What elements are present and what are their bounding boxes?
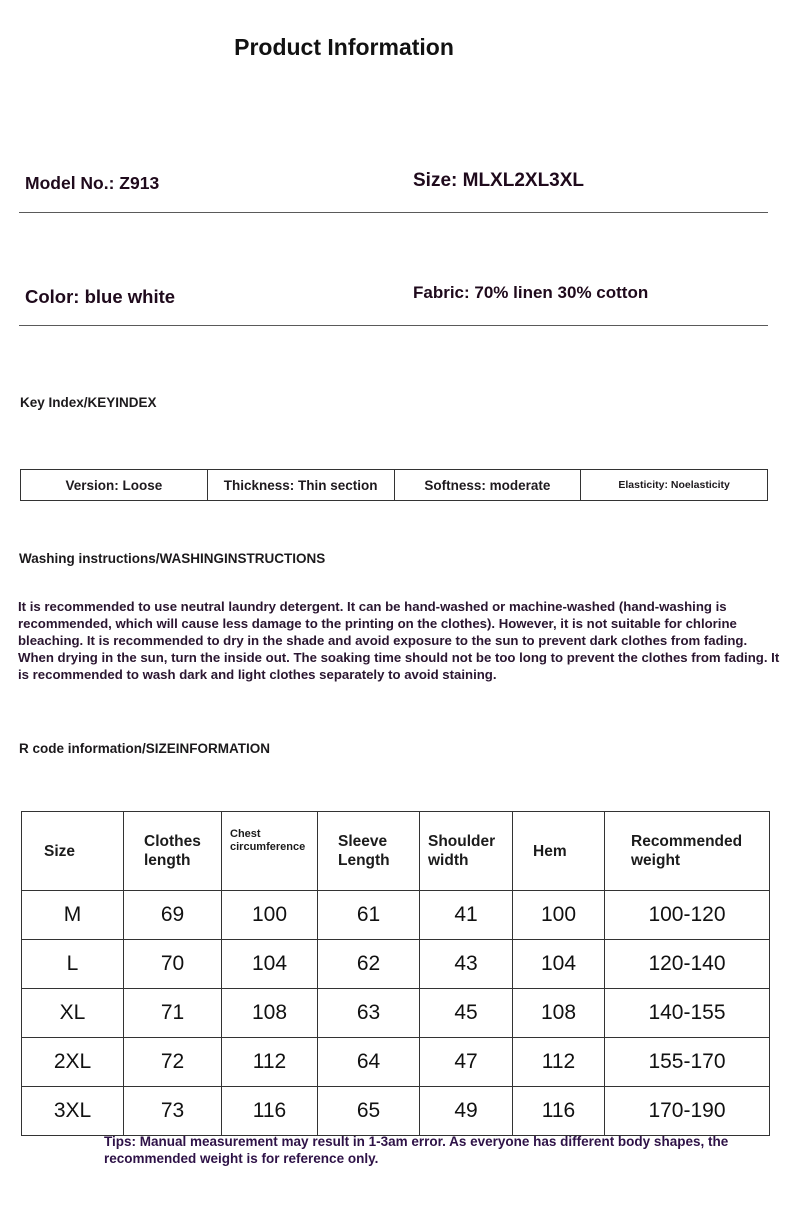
cell-shoulder: 41 [420,891,513,940]
cell-shoulder: 43 [420,940,513,989]
header-hem: Hem [513,812,605,891]
key-cell-thickness: Thickness: Thin section [208,470,395,500]
cell-sleeve: 65 [318,1087,420,1136]
washing-heading: Washing instructions/WASHINGINSTRUCTIONS [19,551,326,566]
header-sleeve-length: Sleeve Length [318,812,420,891]
cell-size: M [22,891,124,940]
cell-clothes-length: 70 [124,940,222,989]
tips-note: Tips: Manual measurement may result in 1-3am error. As everyone has different body shapes, the recommended weight is for reference only. [104,1134,729,1166]
cell-weight: 170-190 [605,1087,770,1136]
cell-hem: 108 [513,989,605,1038]
cell-chest: 104 [222,940,318,989]
table-row [22,1038,770,1087]
page-title: Product Information [234,34,454,60]
divider [19,212,768,213]
cell-size: L [22,940,124,989]
cell-chest: 112 [222,1038,318,1087]
cell-weight: 155-170 [605,1038,770,1087]
header-recommended-weight: Recommended weight [605,812,770,891]
size-list: Size: MLXL2XL3XL [413,170,585,191]
cell-clothes-length: 72 [124,1038,222,1087]
cell-hem: 100 [513,891,605,940]
cell-size: 2XL [22,1038,124,1087]
cell-sleeve: 62 [318,940,420,989]
cell-shoulder: 49 [420,1087,513,1136]
cell-clothes-length: 69 [124,891,222,940]
table-row [22,891,770,940]
cell-chest: 116 [222,1087,318,1136]
key-cell-version: Version: Loose [21,470,208,500]
cell-hem: 112 [513,1038,605,1087]
cell-weight: 100-120 [605,891,770,940]
cell-clothes-length: 73 [124,1087,222,1136]
header-size: Size [22,812,124,891]
key-cell-elasticity: Elasticity: Noelasticity [618,479,730,491]
cell-chest: 100 [222,891,318,940]
key-index-heading: Key Index/KEYINDEX [20,395,157,410]
table-row [22,989,770,1038]
table-row [22,940,770,989]
cell-shoulder: 45 [420,989,513,1038]
header-shoulder-width: Shoulder width [420,812,513,891]
cell-chest: 108 [222,989,318,1038]
cell-hem: 104 [513,940,605,989]
table-row [22,1087,770,1136]
cell-sleeve: 63 [318,989,420,1038]
size-table [21,811,770,1136]
size-info-heading: R code information/SIZEINFORMATION [19,741,270,756]
cell-sleeve: 61 [318,891,420,940]
divider [19,325,768,326]
cell-hem: 116 [513,1087,605,1136]
key-index-table [20,469,768,501]
washing-instructions: It is recommended to use neutral laundry detergent. It can be hand-washed or machine-washed (hand-washing is recommended, which will cause less damage to the printing on the clothes). However, it is not suitable for chlorine bleaching. It is recommended to dry in the shade and avoid exposure to the sun to prevent dark clothes from fading. When drying in the sun, turn the inside out. The soaking time should not be too long to prevent the clothes from fading. It is recommended to wash dark and light clothes separately to avoid staining. [18,599,780,682]
cell-clothes-length: 71 [124,989,222,1038]
key-cell-softness: Softness: moderate [395,470,582,500]
cell-size: XL [22,989,124,1038]
header-clothes-length: Clothes length [124,812,222,891]
cell-sleeve: 64 [318,1038,420,1087]
fabric-info: Fabric: 70% linen 30% cotton [413,283,649,302]
cell-weight: 120-140 [605,940,770,989]
color-info: Color: blue white [25,286,176,307]
cell-size: 3XL [22,1087,124,1136]
cell-shoulder: 47 [420,1038,513,1087]
size-table-header [22,812,770,891]
header-chest: Chest circumference [222,812,318,891]
model-number: Model No.: Z913 [25,173,160,193]
cell-weight: 140-155 [605,989,770,1038]
